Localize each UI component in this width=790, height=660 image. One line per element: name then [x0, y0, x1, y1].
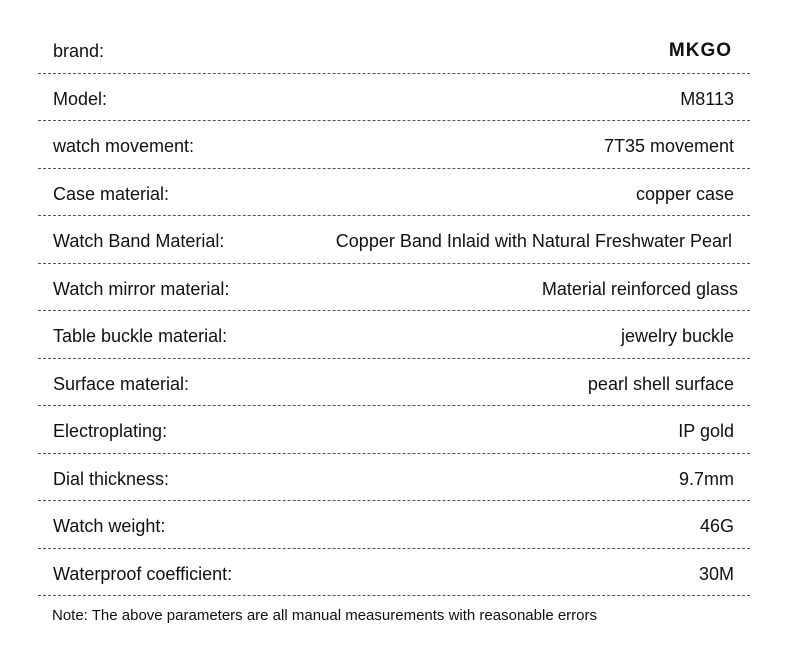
spec-label: Case material: [53, 183, 170, 204]
spec-row-mirror-material [38, 264, 750, 312]
spec-row-buckle-material [38, 311, 750, 359]
spec-row-electroplating [38, 406, 750, 454]
spec-value: copper case [635, 183, 734, 204]
spec-label: watch movement: [53, 136, 195, 156]
spec-row-movement [38, 121, 750, 169]
spec-label: Watch mirror material: [53, 278, 230, 299]
spec-sheet [38, 26, 750, 596]
spec-label: Watch Band Material: [53, 231, 225, 251]
spec-value: Material reinforced glass [541, 278, 738, 299]
spec-value: 30M [698, 563, 734, 584]
brand-logo: MKGO [668, 40, 732, 61]
spec-row-brand [38, 26, 750, 74]
spec-row-waterproof [38, 549, 750, 597]
spec-value: 9.7mm [678, 468, 734, 489]
spec-value: M8113 [680, 88, 734, 109]
measurement-note: Note: The above parameters are all manual measurements with reasonable errors [52, 607, 597, 624]
spec-row-watch-weight [38, 501, 750, 549]
spec-label: Table buckle material: [53, 326, 228, 346]
spec-label: Dial thickness: [53, 468, 170, 489]
spec-row-dial-thickness [38, 454, 750, 502]
spec-value: 46G [699, 516, 734, 536]
spec-row-surface-material [38, 359, 750, 407]
spec-label: Watch weight: [53, 516, 166, 536]
spec-value: pearl shell surface [587, 373, 734, 394]
spec-label: Model: [53, 88, 108, 109]
spec-row-model [38, 74, 750, 122]
spec-value: 7T35 movement [603, 136, 734, 156]
spec-row-case-material [38, 169, 750, 217]
spec-label: Electroplating: [53, 421, 168, 441]
spec-row-band-material [38, 216, 750, 264]
spec-value: jewelry buckle [620, 326, 734, 346]
spec-value: Copper Band Inlaid with Natural Freshwater Pearl [335, 231, 732, 251]
spec-value: IP gold [678, 421, 734, 441]
spec-label: brand: [53, 41, 105, 61]
spec-label: Waterproof coefficient: [53, 563, 233, 584]
spec-label: Surface material: [53, 373, 190, 394]
